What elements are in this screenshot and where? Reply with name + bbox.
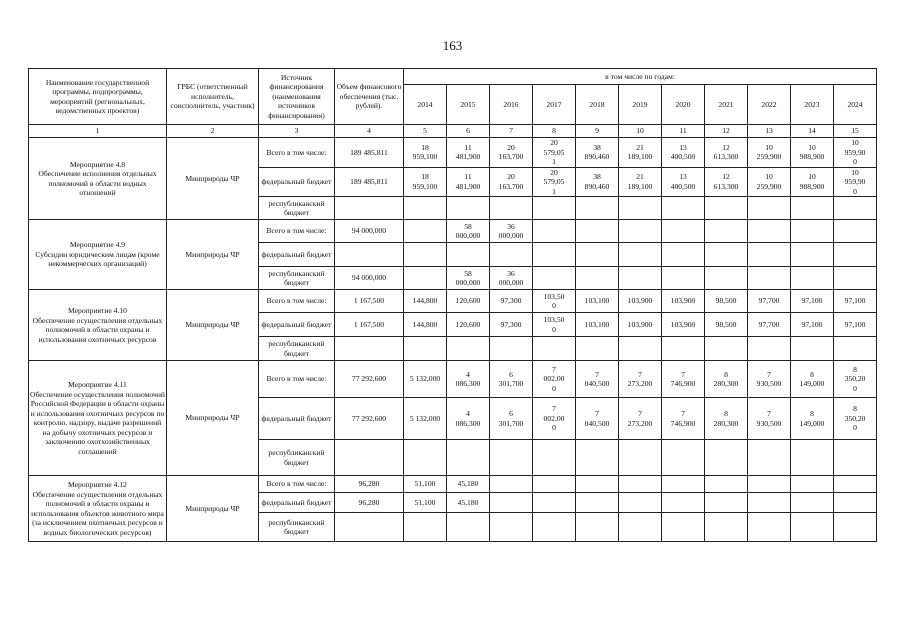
year-amount (404, 513, 447, 542)
year-amount: 97,100 (834, 313, 877, 337)
year-amount: 97,100 (791, 290, 834, 313)
year-amount: 51,100 (404, 493, 447, 513)
year-amount: 8 280,300 (705, 361, 748, 398)
column-number: 4 (335, 125, 404, 138)
year-amount: 20 579,05 1 (533, 138, 576, 168)
year-amount (533, 220, 576, 243)
year-amount: 98,500 (705, 313, 748, 337)
year-amount: 20 163,700 (490, 138, 533, 168)
funding-source: Всего в том числе: (259, 361, 335, 398)
year-amount: 7 273,200 (619, 361, 662, 398)
year-amount (576, 440, 619, 476)
funding-source: федеральный бюджет (259, 398, 335, 440)
total-volume (335, 513, 404, 542)
table-row (29, 476, 877, 493)
year-amount: 103,900 (662, 313, 705, 337)
funding-source: Всего в том числе: (259, 220, 335, 243)
year-amount (705, 493, 748, 513)
year-amount: 144,800 (404, 313, 447, 337)
measure-grbs: Минприроды ЧР (167, 290, 259, 361)
year-amount (490, 440, 533, 476)
total-volume: 1 167,500 (335, 290, 404, 313)
year-amount: 10 988,900 (791, 138, 834, 168)
header-year: 2024 (834, 85, 877, 125)
total-volume: 94 000,000 (335, 220, 404, 243)
year-amount (576, 243, 619, 267)
year-amount (404, 220, 447, 243)
year-amount (619, 197, 662, 220)
year-amount (705, 440, 748, 476)
header-year: 2019 (619, 85, 662, 125)
year-amount: 10 959,90 0 (834, 138, 877, 168)
year-amount (576, 513, 619, 542)
year-amount (533, 337, 576, 361)
year-amount (404, 267, 447, 290)
column-number: 6 (447, 125, 490, 138)
year-amount: 18 959,100 (404, 167, 447, 197)
measure-name: Мероприятие 4.12 Обеспечение осуществления отдельных полномочий в области охраны и использования объектов животного мира (за исключением охотничьих ресурсов и водных биологических ресурсов) (29, 476, 167, 542)
year-amount (619, 337, 662, 361)
header-year: 2018 (576, 85, 619, 125)
header-year: 2014 (404, 85, 447, 125)
year-amount (576, 337, 619, 361)
funding-source: федеральный бюджет (259, 313, 335, 337)
year-amount: 144,800 (404, 290, 447, 313)
year-amount (447, 513, 490, 542)
header-year: 2015 (447, 85, 490, 125)
year-amount: 21 189,100 (619, 167, 662, 197)
year-amount: 7 273,200 (619, 398, 662, 440)
year-amount (490, 197, 533, 220)
total-volume (335, 337, 404, 361)
year-amount: 11 481,900 (447, 167, 490, 197)
total-volume (335, 197, 404, 220)
funding-source: Всего в том числе: (259, 138, 335, 168)
year-amount: 8 149,000 (791, 398, 834, 440)
header-year: 2017 (533, 85, 576, 125)
year-amount (490, 243, 533, 267)
column-number: 10 (619, 125, 662, 138)
year-amount: 103,50 0 (533, 313, 576, 337)
year-amount (662, 267, 705, 290)
year-amount: 12 613,300 (705, 167, 748, 197)
year-amount: 120,600 (447, 313, 490, 337)
year-amount: 8 280,300 (705, 398, 748, 440)
year-amount (705, 267, 748, 290)
total-volume: 96,280 (335, 493, 404, 513)
measure-name: Мероприятие 4.11 Обеспечение осуществления полномочий Российской Федерации в области охраны и использования охотничьих ресурсов по контролю, надзору, выдаче разрешений на добычу охотничьих ресурсов и заключению охотхозяйственных соглашений (29, 361, 167, 476)
year-amount: 97,700 (748, 313, 791, 337)
column-number: 13 (748, 125, 791, 138)
column-number: 8 (533, 125, 576, 138)
funding-source: Всего в том числе: (259, 476, 335, 493)
year-amount: 8 350,20 0 (834, 398, 877, 440)
funding-source: федеральный бюджет (259, 243, 335, 267)
year-amount (748, 267, 791, 290)
year-amount: 18 959,100 (404, 138, 447, 168)
year-amount: 5 132,000 (404, 398, 447, 440)
year-amount: 97,300 (490, 290, 533, 313)
year-amount (662, 440, 705, 476)
year-amount (662, 243, 705, 267)
year-amount: 4 086,300 (447, 361, 490, 398)
column-number: 2 (167, 125, 259, 138)
year-amount: 13 400,500 (662, 138, 705, 168)
year-amount (748, 197, 791, 220)
year-amount (576, 220, 619, 243)
year-amount (619, 267, 662, 290)
year-amount (619, 243, 662, 267)
header-grbs: ГРБС (ответственный исполнитель, соисполнитель, участник) (167, 69, 259, 125)
total-volume (335, 440, 404, 476)
column-number: 3 (259, 125, 335, 138)
year-amount (447, 440, 490, 476)
year-amount: 103,100 (576, 313, 619, 337)
year-amount: 97,100 (791, 313, 834, 337)
year-amount: 38 890,460 (576, 167, 619, 197)
funding-source: республиканский бюджет (259, 337, 335, 361)
total-volume (335, 243, 404, 267)
year-amount (791, 440, 834, 476)
funding-source: федеральный бюджет (259, 167, 335, 197)
year-amount (447, 197, 490, 220)
year-amount (748, 493, 791, 513)
year-amount: 10 259,900 (748, 138, 791, 168)
year-amount (748, 220, 791, 243)
year-amount: 36 000,000 (490, 220, 533, 243)
year-amount (533, 493, 576, 513)
year-amount: 103,100 (576, 290, 619, 313)
column-number: 15 (834, 125, 877, 138)
funding-source: республиканский бюджет (259, 513, 335, 542)
funding-source: республиканский бюджет (259, 267, 335, 290)
year-amount: 36 000,000 (490, 267, 533, 290)
year-amount (447, 337, 490, 361)
year-amount (662, 220, 705, 243)
year-amount: 20 163,700 (490, 167, 533, 197)
year-amount (662, 476, 705, 493)
year-amount (705, 220, 748, 243)
year-amount: 10 988,900 (791, 167, 834, 197)
column-number: 14 (791, 125, 834, 138)
column-number: 7 (490, 125, 533, 138)
funding-source: республиканский бюджет (259, 440, 335, 476)
year-amount (533, 197, 576, 220)
total-volume: 189 485,811 (335, 138, 404, 168)
year-amount (619, 513, 662, 542)
year-amount: 10 959,90 0 (834, 167, 877, 197)
year-amount (834, 513, 877, 542)
year-amount: 45,180 (447, 476, 490, 493)
column-number: 9 (576, 125, 619, 138)
year-amount: 103,900 (619, 313, 662, 337)
year-amount (791, 220, 834, 243)
year-amount (533, 267, 576, 290)
year-amount: 6 301,700 (490, 361, 533, 398)
table-row (29, 138, 877, 168)
total-volume: 77 292,600 (335, 398, 404, 440)
measure-name: Мероприятие 4.10 Обеспечение осуществления отдельных полномочий в области охраны и использования охотничьих ресурсов (29, 290, 167, 361)
column-number: 5 (404, 125, 447, 138)
year-amount: 7 746,900 (662, 398, 705, 440)
year-amount (834, 220, 877, 243)
column-number: 12 (705, 125, 748, 138)
year-amount: 6 301,700 (490, 398, 533, 440)
year-amount (662, 197, 705, 220)
year-amount (705, 243, 748, 267)
year-amount: 103,900 (619, 290, 662, 313)
year-amount (490, 513, 533, 542)
year-amount (662, 493, 705, 513)
year-amount (791, 513, 834, 542)
measure-grbs: Минприроды ЧР (167, 476, 259, 542)
year-amount: 11 481,900 (447, 138, 490, 168)
year-amount (791, 476, 834, 493)
year-amount (748, 440, 791, 476)
year-amount (834, 337, 877, 361)
header-year: 2016 (490, 85, 533, 125)
funding-source: федеральный бюджет (259, 493, 335, 513)
year-amount: 5 132,000 (404, 361, 447, 398)
year-amount (748, 243, 791, 267)
year-amount (490, 337, 533, 361)
header-year: 2023 (791, 85, 834, 125)
year-amount (619, 493, 662, 513)
year-amount (748, 513, 791, 542)
year-amount (404, 337, 447, 361)
year-amount (705, 476, 748, 493)
year-amount: 58 000,000 (447, 267, 490, 290)
year-amount (705, 513, 748, 542)
measure-name: Мероприятие 4.9 Субсидии юридическим лицам (кроме некоммерческих организаций) (29, 220, 167, 290)
year-amount (576, 476, 619, 493)
year-amount: 8 350,20 0 (834, 361, 877, 398)
year-amount (834, 243, 877, 267)
year-amount (490, 493, 533, 513)
year-amount (834, 440, 877, 476)
table-row (29, 361, 877, 398)
year-amount (705, 337, 748, 361)
year-amount: 12 613,300 (705, 138, 748, 168)
header-year: 2022 (748, 85, 791, 125)
year-amount (533, 513, 576, 542)
year-amount: 98,500 (705, 290, 748, 313)
measure-name: Мероприятие 4.8 Обеспечение исполнения отдельных полномочий в области водных отношений (29, 138, 167, 220)
year-amount (791, 197, 834, 220)
year-amount: 58 000,000 (447, 220, 490, 243)
year-amount: 97,700 (748, 290, 791, 313)
year-amount (791, 493, 834, 513)
funding-source: Всего в том числе: (259, 290, 335, 313)
year-amount (576, 493, 619, 513)
year-amount: 7 040,500 (576, 398, 619, 440)
year-amount (834, 476, 877, 493)
year-amount: 97,100 (834, 290, 877, 313)
year-amount (791, 337, 834, 361)
year-amount: 38 890,460 (576, 138, 619, 168)
year-amount (834, 197, 877, 220)
year-amount (576, 197, 619, 220)
year-amount (533, 440, 576, 476)
total-volume: 94 000,000 (335, 267, 404, 290)
table-row (29, 220, 877, 243)
year-amount (791, 267, 834, 290)
year-amount (404, 197, 447, 220)
year-amount: 10 259,900 (748, 167, 791, 197)
year-amount: 20 579,05 1 (533, 167, 576, 197)
year-amount (490, 476, 533, 493)
year-amount (619, 220, 662, 243)
year-amount: 7 002,00 0 (533, 398, 576, 440)
year-amount: 8 149,000 (791, 361, 834, 398)
funding-source: республиканский бюджет (259, 197, 335, 220)
year-amount: 13 400,500 (662, 167, 705, 197)
year-amount: 7 930,500 (748, 398, 791, 440)
header-name: Наименование государственной программы, подпрограммы, мероприятий (региональных, ведомственных проектов) (29, 69, 167, 125)
financing-table (28, 68, 877, 542)
year-amount: 45,180 (447, 493, 490, 513)
table-row (29, 290, 877, 313)
year-amount: 7 930,500 (748, 361, 791, 398)
year-amount (834, 267, 877, 290)
year-amount: 97,300 (490, 313, 533, 337)
total-volume: 96,280 (335, 476, 404, 493)
page-number: 163 (442, 38, 463, 53)
header-years-group: в том числе по годам: (404, 69, 877, 85)
year-amount (834, 493, 877, 513)
year-amount (748, 476, 791, 493)
total-volume: 77 292,600 (335, 361, 404, 398)
year-amount: 103,50 0 (533, 290, 576, 313)
year-amount: 7 002,00 0 (533, 361, 576, 398)
year-amount (404, 243, 447, 267)
year-amount (791, 243, 834, 267)
year-amount (533, 476, 576, 493)
year-amount (705, 197, 748, 220)
year-amount (404, 440, 447, 476)
header-source: Источник финансирования (наименования источников финансирования) (259, 69, 335, 125)
measure-grbs: Минприроды ЧР (167, 220, 259, 290)
measure-grbs: Минприроды ЧР (167, 361, 259, 476)
header-year: 2021 (705, 85, 748, 125)
header-volume: Объем финансового обеспечения (тыс. рублей). (335, 69, 404, 125)
year-amount: 51,100 (404, 476, 447, 493)
year-amount: 7 040,500 (576, 361, 619, 398)
year-amount: 7 746,900 (662, 361, 705, 398)
year-amount: 120,600 (447, 290, 490, 313)
column-number: 11 (662, 125, 705, 138)
header-year: 2020 (662, 85, 705, 125)
column-number: 1 (29, 125, 167, 138)
year-amount (619, 476, 662, 493)
year-amount: 4 086,300 (447, 398, 490, 440)
year-amount (748, 337, 791, 361)
year-amount (533, 243, 576, 267)
total-volume: 189 485,811 (335, 167, 404, 197)
year-amount (447, 243, 490, 267)
year-amount (662, 513, 705, 542)
total-volume: 1 167,500 (335, 313, 404, 337)
year-amount (662, 337, 705, 361)
year-amount: 103,900 (662, 290, 705, 313)
year-amount: 21 189,100 (619, 138, 662, 168)
year-amount (619, 440, 662, 476)
year-amount (576, 267, 619, 290)
measure-grbs: Минприроды ЧР (167, 138, 259, 220)
